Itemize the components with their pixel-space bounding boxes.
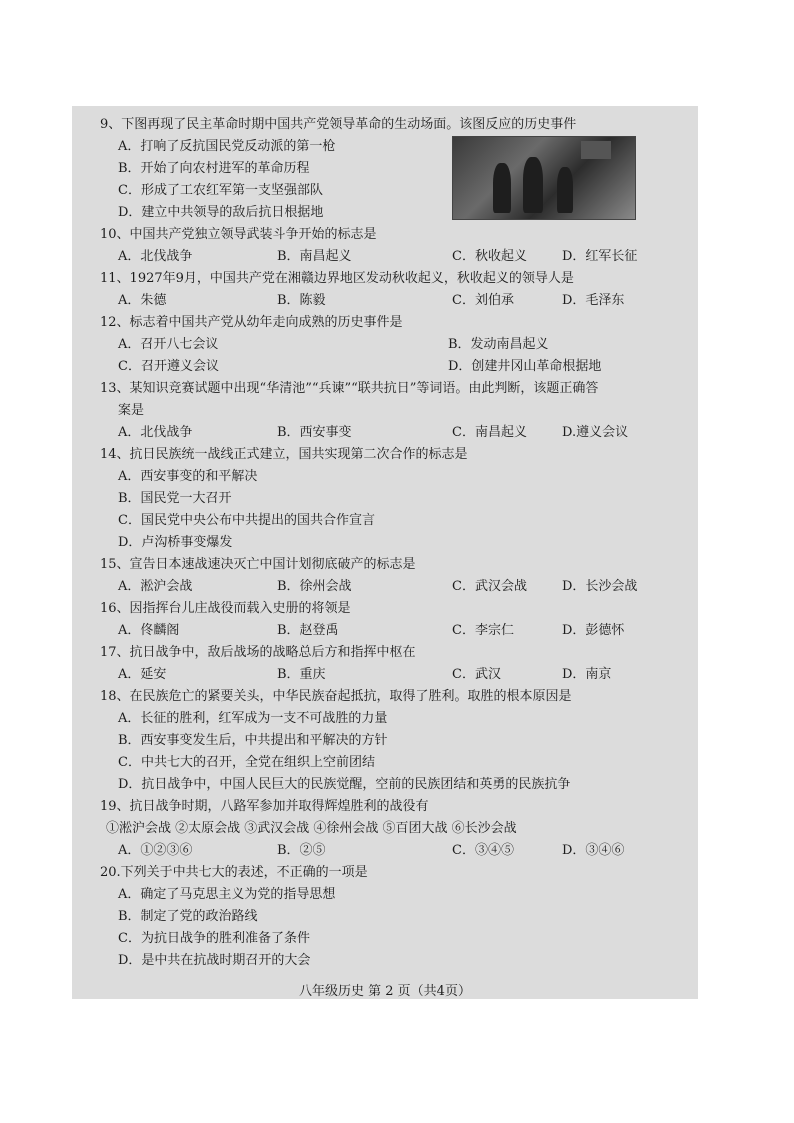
question-14 [72,444,698,554]
option-a: A．西安事变的和平解决 [118,469,258,484]
option-d: D．南京 [562,667,612,682]
option-a: A．佟麟阁 [118,623,180,638]
option-b: B．赵登禹 [277,623,339,638]
question-list [72,106,698,999]
option-a: A．北伐战争 [118,425,193,440]
option-c: C．武汉 [452,667,501,682]
option-c: C．中共七大的召开，全党在组织上空前团结 [118,755,375,770]
option-a: A．北伐战争 [118,249,193,264]
question-stem-continued: 案是 [118,403,145,418]
option-b: B．陈毅 [277,293,326,308]
question-stem: 16、因指挥台儿庄战役而载入史册的将领是 [100,601,351,616]
option-d: D．抗日战争中，中国人民巨大的民族觉醒，空前的民族团结和英勇的民族抗争 [118,777,571,792]
option-d: D．创建井冈山革命根据地 [448,359,602,374]
option-b: B．西安事变发生后，中共提出和平解决的方针 [118,733,388,748]
option-a: A．召开八七会议 [118,337,219,352]
question-items: ①淞沪会战 ②太原会战 ③武汉会战 ④徐州会战 ⑤百团大战 ⑥长沙会战 [106,821,517,836]
question-stem: 19、抗日战争时期，八路军参加并取得辉煌胜利的战役有 [100,799,429,814]
option-b: B．国民党一大召开 [118,491,232,506]
option-a: A．延安 [118,667,167,682]
question-stem: 11、1927年9月，中国共产党在湘赣边界地区发动秋收起义，秋收起义的领导人是 [100,271,574,286]
option-d: D．是中共在抗战时期召开的大会 [118,953,311,968]
option-b: B．西安事变 [277,425,352,440]
question-19 [72,796,698,862]
question-20 [72,862,698,972]
option-b: B．②⑤ [277,843,326,858]
option-c: C．召开遵义会议 [118,359,219,374]
question-18 [72,686,698,796]
exam-page [72,106,698,999]
question-stem: 18、在民族危亡的紧要关头，中华民族奋起抵抗，取得了胜利。取胜的根本原因是 [100,689,572,704]
option-d: D．彭德怀 [562,623,625,638]
question-stem: 12、标志着中国共产党从幼年走向成熟的历史事件是 [100,315,403,330]
page-footer: 八年级历史 第 2 页（共4页） [299,984,471,999]
question-10 [72,224,698,268]
question-11 [72,268,698,312]
option-d: D.遵义会议 [562,425,629,440]
option-b: B．徐州会战 [277,579,352,594]
option-d: D．红军长征 [562,249,638,264]
question-12 [72,312,698,378]
question-stem: 14、抗日民族统一战线正式建立，国共实现第二次合作的标志是 [100,447,468,462]
option-a: A．确定了马克思主义为党的指导思想 [118,887,336,902]
option-c: C．形成了工农红军第一支坚强部队 [118,183,323,198]
option-d: D．毛泽东 [562,293,625,308]
question-stem: 13、某知识竞赛试题中出现“华清池”“兵谏”“联共抗日”等词语。由此判断，该题正确答 [100,381,599,396]
question-17 [72,642,698,686]
option-a: A．淞沪会战 [118,579,193,594]
question-stem: 9、下图再现了民主革命时期中国共产党领导革命的生动场面。该图反应的历史事件 [100,117,577,132]
option-d: D．③④⑥ [562,843,625,858]
option-c: C．武汉会战 [452,579,527,594]
option-b: B．开始了向农村进军的革命历程 [118,161,310,176]
question-stem: 10、中国共产党独立领导武装斗争开始的标志是 [100,227,377,242]
question-9 [72,114,698,224]
question-stem: 15、宣告日本速战速决灭亡中国计划彻底破产的标志是 [100,557,416,572]
option-c: C．南昌起义 [452,425,527,440]
option-c: C．③④⑤ [452,843,514,858]
question-13 [72,378,698,444]
question-15 [72,554,698,598]
option-b: B．发动南昌起义 [448,337,549,352]
option-d: D．建立中共领导的敌后抗日根据地 [118,205,324,220]
option-c: C．李宗仁 [452,623,514,638]
option-c: C．秋收起义 [452,249,527,264]
option-d: D．长沙会战 [562,579,638,594]
question-stem: 20.下列关于中共七大的表述，不正确的一项是 [100,865,368,880]
option-a: A．长征的胜利，红军成为一支不可战胜的力量 [118,711,388,726]
option-a: A．打响了反抗国民党反动派的第一枪 [118,139,336,154]
question-stem: 17、抗日战争中，敌后战场的战略总后方和指挥中枢在 [100,645,416,660]
option-b: B．南昌起义 [277,249,352,264]
question-16 [72,598,698,642]
option-b: B．制定了党的政治路线 [118,909,258,924]
option-c: C．刘伯承 [452,293,514,308]
option-d: D．卢沟桥事变爆发 [118,535,233,550]
option-c: C．国民党中央公布中共提出的国共合作宣言 [118,513,375,528]
option-c: C．为抗日战争的胜利准备了条件 [118,931,310,946]
option-b: B．重庆 [277,667,326,682]
option-a: A．①②③⑥ [118,843,193,858]
option-a: A．朱德 [118,293,167,308]
